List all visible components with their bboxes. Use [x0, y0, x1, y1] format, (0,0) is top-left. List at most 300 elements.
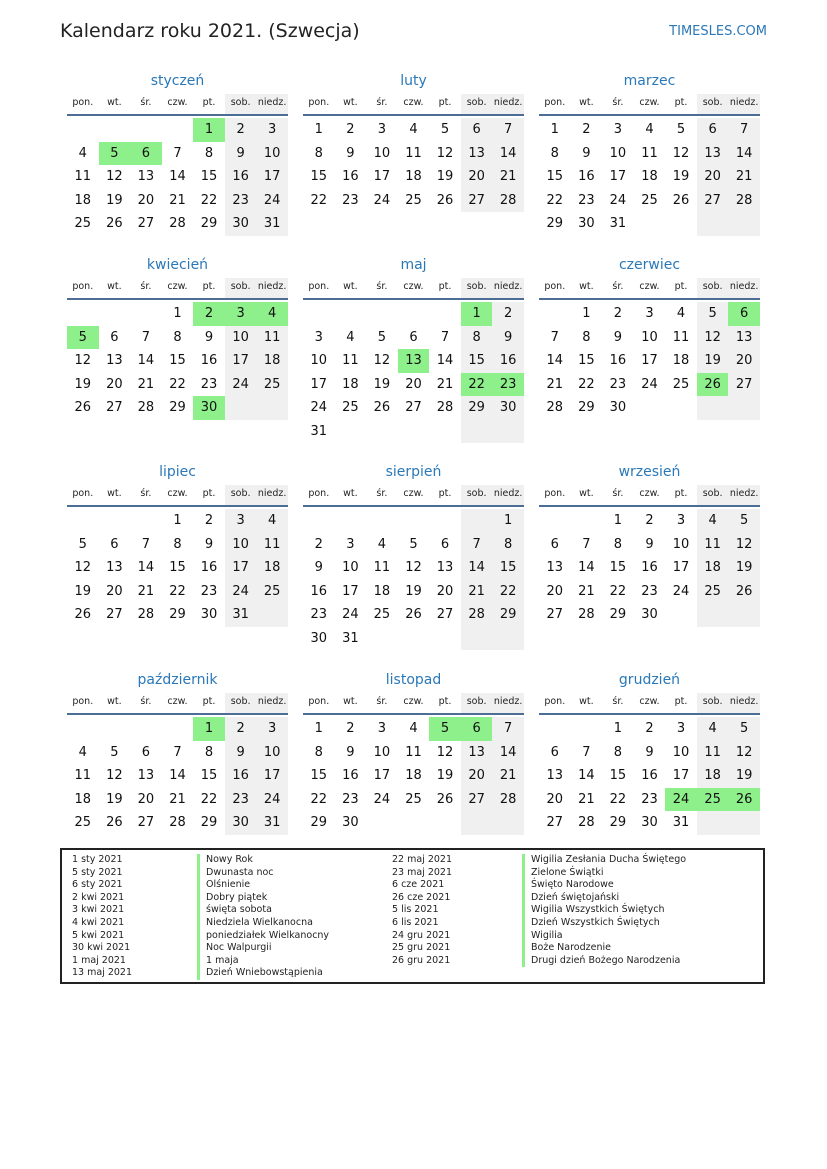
weekday-label: wt.	[107, 696, 122, 707]
weekday-label: pon.	[72, 696, 94, 707]
day-cell: 10	[672, 536, 690, 552]
day-cell: 10	[310, 353, 328, 368]
week-row	[539, 302, 760, 326]
day-cell-weekend: 26	[728, 580, 760, 604]
day-cell-holiday: 5	[429, 717, 461, 741]
day-cell-empty	[366, 420, 398, 444]
day-cell: 21	[546, 376, 564, 392]
day-cell: 2	[645, 513, 654, 528]
day-cell: 8	[613, 536, 623, 552]
day-cell: 7	[173, 744, 182, 760]
weekday-label: niedz.	[728, 693, 760, 713]
day-cell: 4	[409, 122, 418, 137]
day-cell: 22	[578, 376, 595, 392]
day-cell-empty	[256, 396, 288, 420]
week-row	[67, 533, 288, 557]
day-cell-empty	[461, 420, 493, 444]
day-cell-weekend: 27	[461, 189, 493, 213]
week-row	[539, 165, 760, 189]
day-cell: 4	[78, 744, 87, 760]
month-calendar	[67, 254, 288, 420]
day-cell: 7	[582, 536, 591, 552]
day-cell: 22	[310, 791, 328, 807]
day-cell: 12	[672, 145, 690, 161]
day-cell: 12	[373, 353, 391, 368]
day-cell: 26	[106, 216, 123, 231]
day-cell-weekend: 9	[225, 741, 257, 765]
weekday-label: pon.	[72, 281, 94, 292]
day-cell-holiday: 30	[193, 396, 225, 420]
legend-col-right-names	[522, 854, 686, 967]
day-cell: 21	[578, 583, 595, 599]
day-cell: 15	[200, 768, 218, 783]
day-cell: 5	[440, 122, 450, 137]
weekday-label: pon.	[308, 696, 330, 707]
day-cell-empty	[67, 509, 99, 533]
weekday-label: czw.	[639, 97, 660, 108]
day-cell-empty	[728, 811, 760, 835]
week-row	[539, 580, 760, 604]
day-cell-holiday: 3	[225, 302, 257, 326]
day-cell-holiday: 5	[67, 326, 99, 350]
day-cell: 19	[106, 791, 123, 807]
legend-date: 30 kwi 2021	[72, 942, 131, 954]
day-cell-empty	[303, 302, 335, 326]
day-cell-weekend: 7	[461, 533, 493, 557]
day-cell: 25	[342, 400, 359, 415]
day-cell-weekend: 31	[256, 811, 288, 835]
day-cell: 20	[106, 583, 123, 599]
month-days	[303, 302, 524, 443]
weekday-label: niedz.	[728, 485, 760, 505]
week-row	[539, 396, 760, 420]
weekday-label: wt.	[343, 281, 358, 292]
day-cell: 6	[110, 536, 119, 552]
month-name: sierpień	[385, 464, 442, 480]
day-cell-holiday: 2	[193, 302, 225, 326]
month-days	[67, 509, 288, 627]
day-cell: 26	[436, 791, 454, 807]
day-cell: 30	[641, 607, 658, 622]
legend-holiday-name: Dwunasta noc	[197, 867, 329, 880]
week-row	[303, 764, 524, 788]
day-cell: 29	[169, 400, 186, 415]
day-cell-weekend: 12	[728, 533, 760, 557]
day-cell: 31	[609, 216, 627, 231]
day-cell: 31	[672, 815, 690, 830]
day-cell: 6	[110, 329, 119, 345]
day-cell-weekend: 23	[225, 189, 257, 213]
day-cell: 4	[377, 536, 387, 552]
week-row	[539, 764, 760, 788]
legend-date: 22 maj 2021	[392, 854, 453, 865]
day-cell: 4	[676, 306, 686, 321]
day-cell-empty	[335, 302, 367, 326]
day-cell-empty	[99, 302, 131, 326]
legend-holiday-name: święta sobota	[197, 904, 329, 917]
day-cell: 24	[373, 791, 391, 807]
weekday-label: czw.	[403, 696, 424, 707]
day-cell-empty	[366, 509, 398, 533]
day-cell: 13	[137, 768, 155, 783]
day-cell: 18	[74, 791, 92, 807]
day-cell-weekend: 27	[461, 788, 493, 812]
day-cell-weekend: 21	[728, 165, 760, 189]
day-cell-holiday: 1	[193, 717, 225, 741]
legend-col-right-dates	[392, 854, 452, 967]
day-cell-weekend: 6	[461, 118, 493, 142]
weekday-label: czw.	[639, 696, 660, 707]
day-cell: 8	[204, 744, 214, 760]
day-cell: 4	[409, 721, 418, 736]
weekday-label: niedz.	[728, 278, 760, 298]
day-cell: 7	[173, 145, 182, 161]
day-cell: 10	[342, 560, 359, 575]
day-cell-empty	[461, 627, 493, 651]
legend-holiday-name: Drugi dzień Bożego Narodzenia	[522, 955, 686, 968]
week-row	[67, 189, 288, 213]
day-cell-empty	[303, 509, 335, 533]
day-cell: 19	[74, 583, 92, 599]
day-cell: 5	[676, 122, 686, 137]
day-cell-empty	[162, 118, 194, 142]
day-cell: 5	[78, 536, 87, 552]
day-cell: 11	[342, 353, 359, 368]
day-cell-weekend: 30	[492, 396, 524, 420]
day-cell-holiday: 6	[728, 302, 760, 326]
weekday-label: niedz.	[256, 485, 288, 505]
month-days	[303, 717, 524, 835]
day-cell: 7	[141, 536, 151, 552]
week-row	[67, 373, 288, 397]
month-name: marzec	[623, 73, 676, 89]
month-calendar	[303, 254, 524, 443]
weekday-label: śr.	[140, 488, 152, 499]
day-cell-weekend: 16	[492, 349, 524, 373]
day-cell: 31	[310, 423, 328, 439]
day-cell: 29	[609, 607, 627, 622]
day-cell: 9	[204, 329, 214, 345]
day-cell: 24	[609, 192, 627, 208]
day-cell: 22	[200, 192, 218, 208]
day-cell-weekend: 2	[492, 302, 524, 326]
day-cell: 16	[342, 169, 359, 184]
day-cell-weekend: 29	[461, 396, 493, 420]
weekday-label: czw.	[167, 488, 188, 499]
day-cell: 25	[405, 791, 422, 807]
day-cell: 31	[342, 630, 359, 646]
day-cell-empty	[697, 811, 729, 835]
week-row	[67, 580, 288, 604]
weekday-label: niedz.	[256, 278, 288, 298]
day-cell: 9	[582, 145, 591, 161]
day-cell-empty	[697, 603, 729, 627]
weekday-label: wt.	[343, 97, 358, 108]
month-calendar	[539, 70, 760, 236]
day-cell: 24	[672, 583, 690, 599]
day-cell-weekend: 11	[697, 741, 729, 765]
day-cell: 17	[310, 376, 328, 392]
month-name: styczeń	[150, 73, 205, 89]
day-cell: 1	[314, 721, 323, 736]
day-cell: 7	[582, 744, 591, 760]
day-cell: 28	[169, 815, 186, 830]
weekday-label: czw.	[167, 696, 188, 707]
day-cell-empty	[728, 603, 760, 627]
day-cell-weekend: 11	[697, 533, 729, 557]
month-calendar	[303, 70, 524, 212]
day-cell: 18	[641, 169, 658, 184]
legend-holiday-name: Dzień Wniebowstąpienia	[197, 967, 329, 980]
day-cell-weekend: 17	[256, 165, 288, 189]
weekday-label: czw.	[167, 281, 188, 292]
day-cell: 22	[609, 791, 627, 807]
week-row	[67, 165, 288, 189]
day-cell: 14	[436, 353, 454, 368]
week-row	[303, 420, 524, 444]
month-calendar	[539, 254, 760, 420]
weekday-label: niedz.	[492, 94, 524, 114]
day-cell-empty	[67, 717, 99, 741]
weekday-label: sob.	[225, 278, 257, 298]
weekday-label: pt.	[202, 488, 216, 499]
day-cell: 11	[74, 169, 92, 184]
day-cell: 1	[173, 513, 182, 528]
day-cell: 17	[342, 583, 359, 599]
day-cell-empty	[492, 627, 524, 651]
legend-holiday-name: Wigilia	[522, 930, 686, 943]
day-cell: 21	[169, 192, 186, 208]
day-cell: 25	[672, 376, 690, 392]
week-row	[303, 349, 524, 373]
day-cell-empty	[398, 811, 430, 835]
day-cell: 2	[645, 721, 654, 736]
day-cell-weekend: 9	[225, 142, 257, 166]
day-cell: 20	[106, 376, 123, 392]
day-cell-weekend: 12	[728, 741, 760, 765]
day-cell-weekend: 18	[256, 556, 288, 580]
day-cell: 3	[346, 536, 355, 552]
weekday-header	[303, 485, 524, 507]
day-cell-weekend: 31	[225, 603, 257, 627]
week-row	[303, 627, 524, 651]
day-cell: 9	[346, 145, 355, 161]
day-cell-weekend: 28	[728, 189, 760, 213]
day-cell-weekend: 25	[256, 373, 288, 397]
day-cell: 5	[110, 744, 119, 760]
month-name: czerwiec	[618, 257, 681, 273]
day-cell: 17	[672, 768, 690, 783]
day-cell-weekend: 23	[225, 788, 257, 812]
day-cell: 16	[200, 560, 218, 575]
day-cell: 9	[314, 560, 323, 575]
day-cell: 5	[377, 329, 387, 345]
weekday-label: sob.	[225, 693, 257, 713]
day-cell: 26	[74, 400, 92, 415]
day-cell: 21	[578, 791, 595, 807]
day-cell: 8	[314, 145, 323, 161]
weekday-label: czw.	[639, 281, 660, 292]
legend-date: 26 cze 2021	[392, 891, 451, 903]
day-cell: 19	[672, 169, 690, 184]
week-row	[67, 142, 288, 166]
day-cell-weekend: 7	[728, 118, 760, 142]
day-cell-empty	[398, 302, 430, 326]
legend-date: 5 lis 2021	[392, 904, 439, 916]
day-cell: 14	[137, 353, 155, 368]
weekday-label: wt.	[343, 488, 358, 499]
legend-date: 13 maj 2021	[72, 967, 133, 979]
day-cell: 22	[200, 791, 218, 807]
site-link[interactable]: TIMESLES.COM	[669, 24, 767, 39]
legend-holiday-name: Wigilia Wszystkich Świętych	[522, 904, 686, 917]
weekday-label: sob.	[225, 94, 257, 114]
day-cell: 26	[74, 607, 92, 622]
day-cell: 30	[342, 815, 359, 830]
day-cell: 1	[613, 513, 623, 528]
month-days	[539, 118, 760, 236]
month-calendar	[67, 461, 288, 627]
day-cell-weekend: 14	[492, 142, 524, 166]
day-cell: 30	[310, 630, 328, 646]
day-cell-empty	[461, 509, 493, 533]
day-cell: 27	[137, 815, 155, 830]
day-cell: 1	[314, 122, 323, 137]
day-cell-weekend: 28	[492, 189, 524, 213]
weekday-label: śr.	[140, 97, 152, 108]
weekday-label: wt.	[579, 488, 594, 499]
week-row	[303, 603, 524, 627]
month-days	[303, 509, 524, 650]
weekday-label: śr.	[612, 281, 624, 292]
day-cell: 17	[373, 768, 391, 783]
week-row	[67, 788, 288, 812]
day-cell: 19	[405, 583, 422, 599]
weekday-label: wt.	[107, 488, 122, 499]
month-name: grudzień	[618, 672, 681, 688]
day-cell: 3	[676, 721, 686, 736]
week-row	[303, 118, 524, 142]
legend-date: 3 kwi 2021	[72, 904, 125, 916]
legend-holiday-name: Dzień Wszystkich Świętych	[522, 917, 686, 930]
day-cell: 6	[409, 329, 418, 345]
day-cell: 30	[200, 607, 218, 622]
day-cell-weekend: 10	[225, 326, 257, 350]
legend-holiday-name: Zielone Świątki	[522, 867, 686, 880]
week-row	[303, 741, 524, 765]
weekday-label: pon.	[308, 281, 330, 292]
day-cell: 11	[672, 329, 690, 345]
day-cell: 17	[609, 169, 627, 184]
day-cell-empty	[398, 627, 430, 651]
page-title: Kalendarz roku 2021. (Szwecja)	[60, 20, 360, 42]
day-cell-empty	[539, 302, 571, 326]
month-name: luty	[400, 73, 427, 89]
week-row	[303, 396, 524, 420]
legend-date: 1 sty 2021	[72, 854, 123, 865]
day-cell-weekend: 14	[728, 142, 760, 166]
day-cell: 12	[106, 768, 123, 783]
day-cell: 9	[204, 536, 214, 552]
day-cell-empty	[130, 717, 162, 741]
weekday-label: pt.	[438, 488, 452, 499]
weekday-header	[67, 693, 288, 715]
day-cell: 28	[137, 607, 155, 622]
day-cell: 22	[169, 376, 186, 392]
weekday-label: niedz.	[492, 485, 524, 505]
weekday-label: śr.	[376, 488, 388, 499]
day-cell: 3	[377, 122, 387, 137]
day-cell: 16	[342, 768, 359, 783]
day-cell: 16	[641, 560, 658, 575]
day-cell: 13	[137, 169, 155, 184]
week-row	[539, 717, 760, 741]
day-cell: 19	[373, 376, 391, 392]
weekday-label: czw.	[639, 488, 660, 499]
week-row	[303, 509, 524, 533]
day-cell-weekend: 25	[256, 580, 288, 604]
day-cell: 12	[436, 145, 454, 161]
day-cell: 22	[169, 583, 186, 599]
weekday-label: pt.	[202, 281, 216, 292]
day-cell: 4	[346, 329, 355, 345]
day-cell: 16	[641, 768, 658, 783]
day-cell: 21	[137, 376, 155, 392]
legend-date: 4 kwi 2021	[72, 916, 125, 928]
day-cell: 15	[169, 560, 186, 575]
day-cell: 13	[436, 560, 454, 575]
day-cell-weekend: 21	[492, 764, 524, 788]
weekday-label: śr.	[376, 281, 388, 292]
day-cell: 2	[314, 536, 323, 552]
day-cell: 9	[645, 744, 654, 760]
day-cell: 8	[173, 536, 182, 552]
weekday-label: pt.	[438, 696, 452, 707]
day-cell-weekend: 18	[256, 349, 288, 373]
week-row	[539, 189, 760, 213]
day-cell: 1	[582, 306, 591, 321]
weekday-label: pon.	[72, 97, 94, 108]
day-cell: 15	[169, 353, 186, 368]
month-name: wrzesień	[618, 464, 681, 480]
day-cell: 10	[609, 145, 627, 161]
day-cell: 18	[74, 192, 92, 208]
day-cell: 6	[550, 536, 559, 552]
day-cell-empty	[335, 509, 367, 533]
legend-date: 25 gru 2021	[392, 942, 451, 954]
week-row	[303, 580, 524, 604]
day-cell: 25	[641, 192, 658, 208]
day-cell: 16	[578, 169, 595, 184]
day-cell-empty	[665, 603, 697, 627]
legend-col-left-names	[197, 854, 329, 980]
weekday-label: sob.	[461, 693, 493, 713]
day-cell: 12	[436, 744, 454, 760]
day-cell-empty	[429, 811, 461, 835]
weekday-label: pt.	[202, 97, 216, 108]
day-cell: 30	[578, 216, 595, 231]
month-days	[67, 302, 288, 420]
weekday-label: niedz.	[492, 278, 524, 298]
month-days	[539, 509, 760, 627]
weekday-label: czw.	[403, 281, 424, 292]
day-cell: 8	[204, 145, 214, 161]
day-cell-holiday: 22	[461, 373, 493, 397]
day-cell-empty	[697, 396, 729, 420]
day-cell-weekend: 20	[461, 165, 493, 189]
day-cell: 3	[377, 721, 387, 736]
day-cell: 21	[169, 791, 186, 807]
